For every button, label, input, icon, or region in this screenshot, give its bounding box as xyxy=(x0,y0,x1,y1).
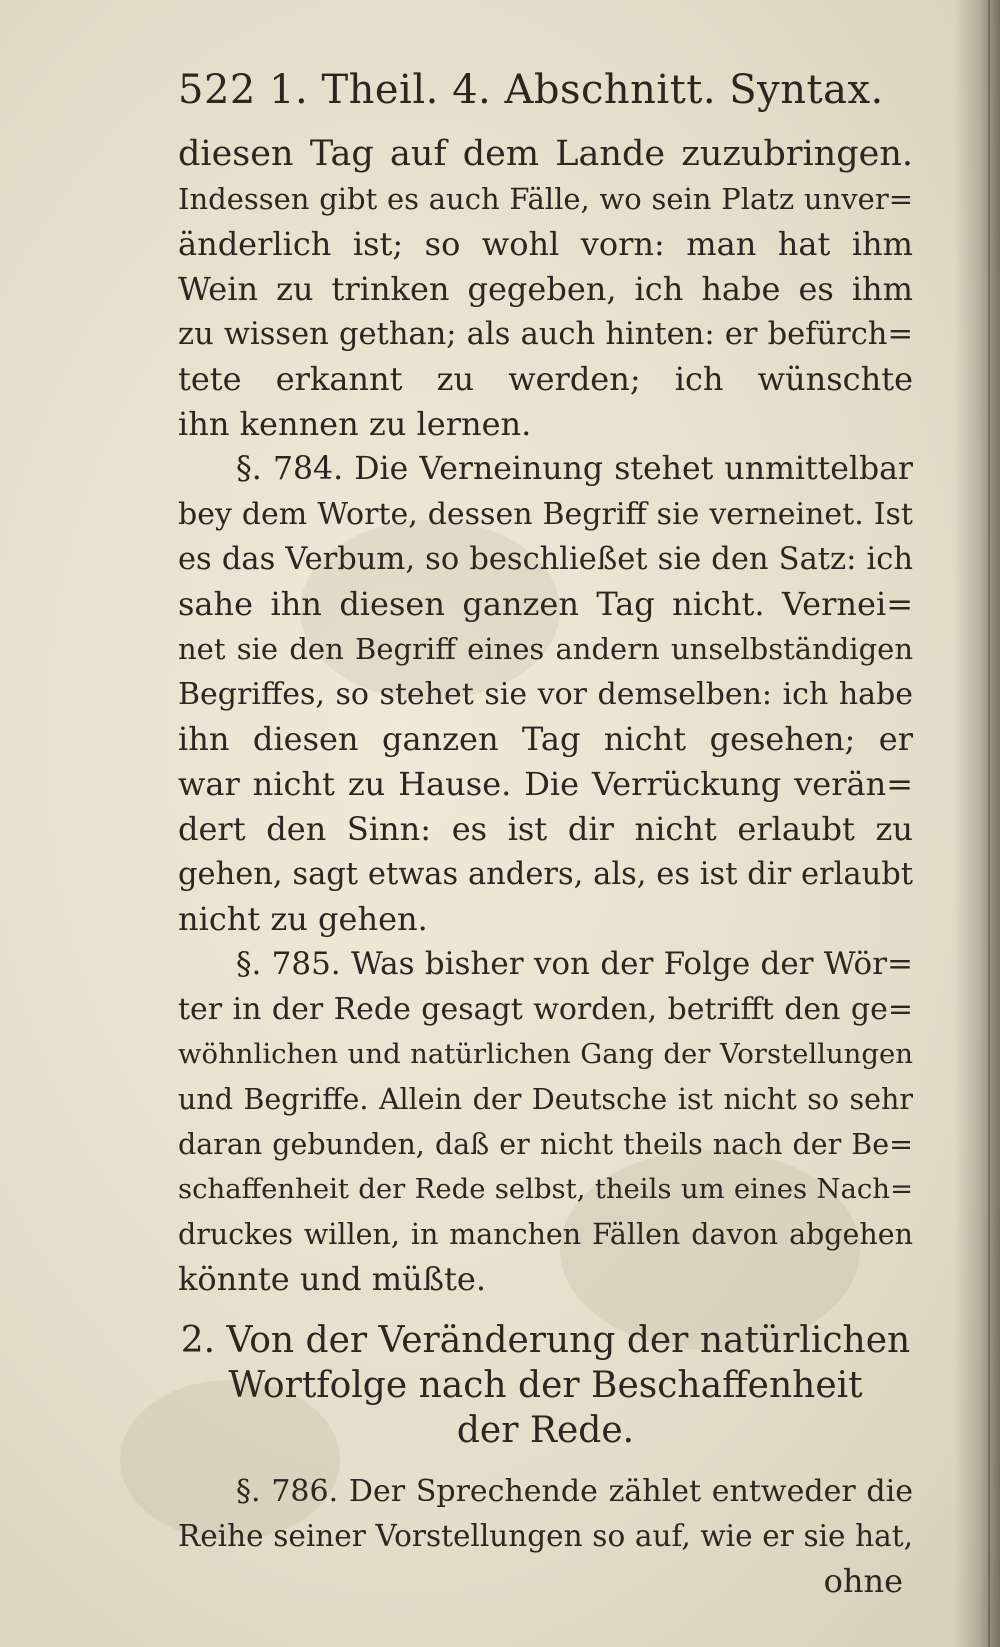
text-line: bey dem Worte, dessen Begriff sie verneinet. Ist xyxy=(178,497,913,532)
paragraph-785 xyxy=(178,942,913,1302)
paragraph-784 xyxy=(178,447,913,942)
text-line: ihn kennen zu lernen. xyxy=(178,405,532,443)
paragraph-786 xyxy=(178,1469,913,1559)
section-spacer xyxy=(178,1302,913,1318)
paragraph-continued xyxy=(178,132,913,447)
text-line: könnte und müßte. xyxy=(178,1260,487,1298)
text-line: gehen, sagt etwas anders, als, es ist dir erlaubt xyxy=(178,857,913,892)
text-line: dert den Sinn: es ist dir nicht erlaubt zu xyxy=(178,810,913,848)
section-spacer xyxy=(178,1453,913,1469)
text-line: Wein zu trinken gegeben, ich habe es ihm xyxy=(178,270,913,308)
text-line: Begriffes, so stehet sie vor demselben: ich habe xyxy=(178,677,913,712)
text-line: Indessen gibt es auch Fälle, wo sein Platz unver= xyxy=(178,182,913,216)
text-line: schaffenheit der Rede selbst, theils um eines Nach= xyxy=(178,1173,913,1205)
text-line: zu wissen gethan; als auch hinten: er befürch= xyxy=(178,317,913,352)
text-block xyxy=(178,60,913,1604)
text-line: druckes willen, in manchen Fällen davon abgehen xyxy=(178,1218,913,1251)
text-line: §. 784. Die Verneinung stehet unmittelbar xyxy=(236,451,913,487)
text-line: §. 786. Der Sprechende zählet entweder die xyxy=(236,1474,913,1509)
text-line: war nicht zu Hause. Die Verrückung verän= xyxy=(178,765,913,803)
text-line: wöhnlichen und natürlichen Gang der Vorstellungen xyxy=(178,1038,913,1070)
text-line: diesen Tag auf dem Lande zuzubringen. xyxy=(178,134,913,174)
page-edge-shadow xyxy=(954,0,1000,1647)
section-heading-line: 2. Von der Veränderung der natürlichen xyxy=(180,1320,911,1361)
text-line: net sie den Begriff eines andern unselbständigen xyxy=(178,632,913,666)
text-line: daran gebunden, daß er nicht theils nach der Be= xyxy=(178,1128,913,1161)
text-line: tete erkannt zu werden; ich wünschte xyxy=(178,360,913,398)
text-line: sahe ihn diesen ganzen Tag nicht. Vernei= xyxy=(178,585,913,623)
section-heading xyxy=(178,1318,913,1453)
section-heading-line: Wortfolge nach der Beschaffenheit xyxy=(228,1365,863,1406)
catchword: ohne xyxy=(823,1562,903,1600)
text-line: §. 785. Was bisher von der Folge der Wör= xyxy=(236,946,913,982)
section-heading-line: der Rede. xyxy=(456,1410,635,1451)
text-line: änderlich ist; so wohl vorn: man hat ihm xyxy=(178,225,913,263)
text-line: nicht zu gehen. xyxy=(178,900,428,938)
running-head: 522 1. Theil. 4. Abschnitt. Syntax. xyxy=(178,67,884,113)
page-edge xyxy=(988,0,990,1647)
text-line: es das Verbum, so beschließet sie den Satz: ich xyxy=(178,542,913,577)
text-line: ihn diesen ganzen Tag nicht gesehen; er xyxy=(178,720,913,758)
text-line: ter in der Rede gesagt worden, betrifft den ge= xyxy=(178,992,913,1027)
text-line: und Begriffe. Allein der Deutsche ist nicht so sehr xyxy=(178,1083,913,1116)
text-line: Reihe seiner Vorstellungen so auf, wie er sie hat, xyxy=(178,1519,913,1553)
